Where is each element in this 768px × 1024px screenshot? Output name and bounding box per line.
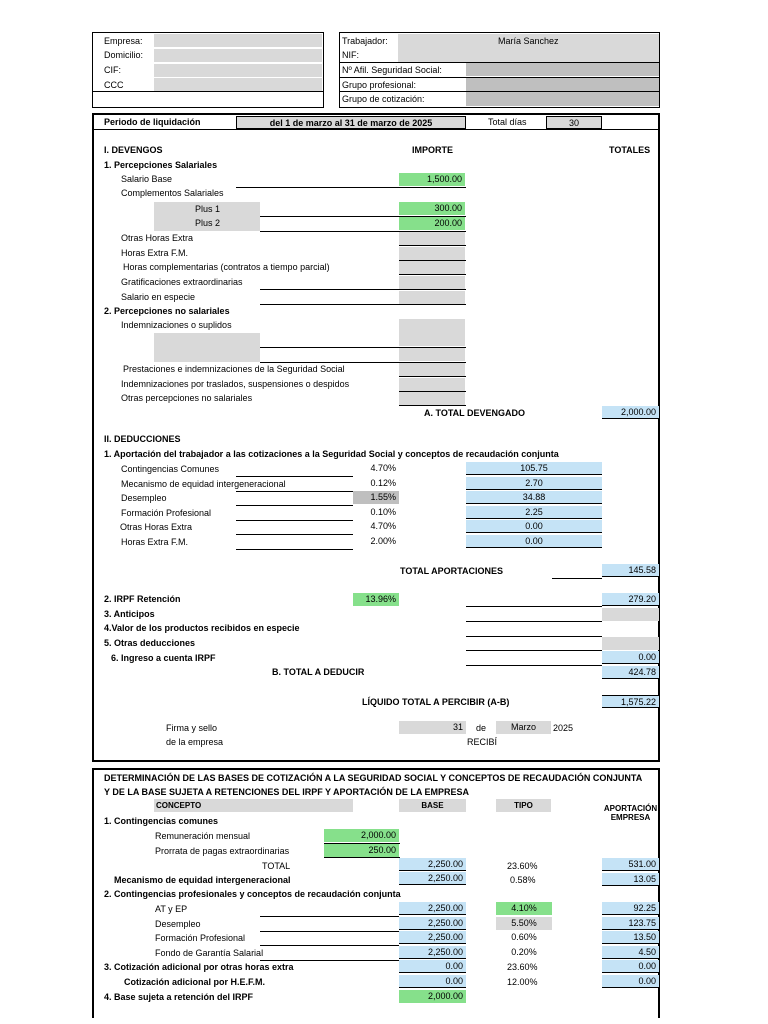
indemn-tras-field[interactable] <box>399 378 465 391</box>
liquido-label: LÍQUIDO TOTAL A PERCIBIR (A-B) <box>362 697 510 707</box>
deduccion-label: Mecanismo de equidad intergeneracional <box>121 479 286 489</box>
cp-label: Desempleo <box>155 919 201 929</box>
he-aport: 0.00 <box>602 960 659 973</box>
cif-field[interactable] <box>154 64 322 77</box>
cp-title: 2. Contingencias profesionales y conceptos de recaudación conjunta <box>104 889 401 899</box>
total-deducir-label: B. TOTAL A DEDUCIR <box>272 667 365 677</box>
plus1-value[interactable]: 300.00 <box>399 202 465 215</box>
firma-sello-label: Firma y sello <box>166 723 218 733</box>
left-bracket <box>92 857 93 1006</box>
deduccion-pct: 4.70% <box>370 463 396 473</box>
especie-label: Salario en especie <box>121 292 196 302</box>
devengos-title: I. DEVENGOS <box>104 145 163 155</box>
empresa-field[interactable] <box>154 34 322 47</box>
salario-base-value[interactable]: 1,500.00 <box>399 173 465 186</box>
underline <box>466 650 602 651</box>
mei-base: 2,250.00 <box>399 872 466 885</box>
gratif-label: Gratificaciones extraordinarias <box>121 277 243 287</box>
domicilio-field[interactable] <box>154 49 322 62</box>
underline <box>236 491 353 492</box>
afil-field[interactable] <box>466 63 659 76</box>
cp-tipo: 5.50% <box>496 917 552 930</box>
recibi-label: RECIBÍ <box>467 737 498 747</box>
col-aportacion-line1: APORTACIÓN <box>603 804 658 813</box>
nif-label: NIF: <box>342 50 359 60</box>
col-aportacion-line2: EMPRESA <box>610 813 651 822</box>
gratif-field[interactable] <box>399 276 465 289</box>
trabajador-label: Trabajador: <box>342 36 388 46</box>
he-fm-field[interactable] <box>399 247 465 260</box>
hefm-tipo: 12.00% <box>507 977 538 987</box>
otras-he-label: Otras Horas Extra <box>121 233 194 243</box>
domicilio-label: Domicilio: <box>104 50 144 60</box>
deduccion-label: Desempleo <box>121 493 167 503</box>
col-aportacion <box>602 804 659 822</box>
afil-label: Nº Afil. Seguridad Social: <box>342 65 442 75</box>
otras-he-field[interactable] <box>399 232 465 245</box>
underline <box>466 636 602 637</box>
prest-field[interactable] <box>399 363 465 376</box>
total-aportaciones-value: 145.58 <box>602 564 659 577</box>
complementos-label: Complementos Salariales <box>121 188 224 198</box>
cp-label: Formación Profesional <box>155 933 246 943</box>
underline <box>552 578 602 579</box>
ccc-label: CCC <box>104 80 124 90</box>
underline <box>399 405 466 406</box>
importe-header: IMPORTE <box>412 145 454 155</box>
cp-base: 2,250.00 <box>399 946 466 959</box>
deduccion-value: 0.00 <box>466 535 602 548</box>
underline <box>324 843 400 844</box>
irpf-pct[interactable]: 13.96% <box>353 593 399 606</box>
otras-perc-label: Otras percepciones no salariales <box>121 393 253 403</box>
no-salariales-title: 2. Percepciones no salariales <box>104 306 230 316</box>
irpf-label: 2. IRPF Retención <box>104 594 181 604</box>
trabajador-value: María Sanchez <box>498 36 559 46</box>
irpf-value: 279.20 <box>602 593 659 606</box>
col-tipo: TIPO <box>496 799 551 812</box>
underline <box>260 945 399 946</box>
irpf-base-value[interactable]: 2,000.00 <box>399 990 466 1003</box>
deduccion-pct: 2.00% <box>370 536 396 546</box>
plus2-value[interactable]: 200.00 <box>399 217 465 230</box>
prorrata-label: Prorrata de pagas extraordinarias <box>155 846 290 856</box>
remun-label: Remuneración mensual <box>155 831 251 841</box>
deduccion-pct: 0.10% <box>370 507 396 517</box>
he-base: 0.00 <box>399 960 466 973</box>
deduccion-value: 34.88 <box>466 491 602 504</box>
underline <box>399 245 466 246</box>
prest-label: Prestaciones e indemnizaciones de la Seguridad Social <box>123 364 345 374</box>
deduccion-label: Horas Extra F.M. <box>121 537 189 547</box>
divider <box>92 91 324 92</box>
total-dias-value: 30 <box>546 116 602 129</box>
underline <box>466 621 602 622</box>
otras-ded-label: 5. Otras deducciones <box>104 638 196 648</box>
ingreso-irpf-label: 6. Ingreso a cuenta IRPF <box>111 653 216 663</box>
ccc-field[interactable] <box>154 78 322 91</box>
col-base: BASE <box>399 799 466 812</box>
irpf-base-label: 4. Base sujeta a retención del IRPF <box>104 992 254 1002</box>
underline <box>260 931 399 932</box>
indemn-field[interactable] <box>399 319 465 346</box>
cp-label: Fondo de Garantía Salarial <box>155 948 264 958</box>
deduccion-pct: 4.70% <box>370 521 396 531</box>
grupo-prof-field[interactable] <box>466 78 659 91</box>
total-base: 2,250.00 <box>399 858 466 871</box>
deduccion-pct: 1.55% <box>370 492 396 502</box>
especie-field[interactable] <box>399 291 465 304</box>
anticipos-field[interactable] <box>602 608 659 621</box>
plus2-label: Plus 2 <box>195 218 221 228</box>
valor-prod-label: 4.Valor de los productos recibidos en especie <box>104 623 300 633</box>
underline <box>399 376 466 377</box>
mei-aport: 13.05 <box>602 873 659 886</box>
underline <box>399 274 466 275</box>
total-aport: 531.00 <box>602 858 659 871</box>
hefm-aport: 0.00 <box>602 975 659 988</box>
underline <box>236 187 466 188</box>
total-aportaciones-label: TOTAL APORTACIONES <box>400 566 504 576</box>
otras-ded-field[interactable] <box>602 637 659 650</box>
indemn-extra-box <box>154 333 260 362</box>
bases-title-line1: DETERMINACIÓN DE LAS BASES DE COTIZACIÓN A LA SEGURIDAD SOCIAL Y CONCEPTOS DE RECAUDACIÓN CONJUNTA <box>104 773 643 783</box>
hefm-label: Cotización adicional por H.E.F.M. <box>124 977 266 987</box>
underline <box>399 260 466 261</box>
cp-tipo[interactable]: 4.10% <box>496 902 552 915</box>
underline <box>260 347 466 348</box>
underline <box>236 549 353 550</box>
underline <box>260 916 399 917</box>
bases-title-line2: Y DE LA BASE SUJETA A RETENCIONES DEL IRPF Y APORTACIÓN DE LA EMPRESA <box>104 787 470 797</box>
fecha-dia[interactable]: 31 <box>399 721 466 734</box>
deduccion-label: Formación Profesional <box>121 508 212 518</box>
cp-aport: 4.50 <box>602 946 659 959</box>
fecha-anio: 2025 <box>553 723 574 733</box>
deduccion-value: 105.75 <box>466 462 602 475</box>
plus1-label: Plus 1 <box>195 204 221 214</box>
remun-value[interactable]: 2,000.00 <box>324 829 399 842</box>
total-label: TOTAL <box>262 861 291 871</box>
total-tipo: 23.60% <box>507 861 538 871</box>
col-concepto: CONCEPTO <box>154 799 353 812</box>
grupo-cot-label: Grupo de cotización: <box>342 94 425 104</box>
cp-aport: 13.50 <box>602 931 659 944</box>
deduccion-value: 2.25 <box>466 506 602 519</box>
grupo-cot-field[interactable] <box>466 92 659 106</box>
otras-perc-field[interactable] <box>399 392 465 405</box>
deduccion-label: Contingencias Comunes <box>121 464 220 474</box>
total-dias-label: Total días <box>488 117 527 127</box>
he-label: 3. Cotización adicional por otras horas extra <box>104 962 294 972</box>
total-deducir-value: 424.78 <box>602 666 659 679</box>
deduccion-pct: 0.12% <box>370 478 396 488</box>
ingreso-irpf-value: 0.00 <box>602 651 659 664</box>
liquido-value: 1,575.22 <box>602 695 659 708</box>
cp-aport: 92.25 <box>602 902 659 915</box>
anticipos-label: 3. Anticipos <box>104 609 155 619</box>
cif-label: CIF: <box>104 65 121 75</box>
indemn-extra-field[interactable] <box>399 348 465 361</box>
cp-label: AT y EP <box>155 904 188 914</box>
de-la-empresa-label: de la empresa <box>166 737 224 747</box>
he-tipo: 23.60% <box>507 962 538 972</box>
mei-label: Mecanismo de equidad intergeneracional <box>114 875 291 885</box>
horas-comp-field[interactable] <box>399 261 465 274</box>
hefm-base: 0.00 <box>399 975 466 988</box>
horas-comp-label: Horas complementarias (contratos a tiempo parcial) <box>123 262 330 272</box>
underline <box>236 476 353 477</box>
total-devengado-label: A. TOTAL DEVENGADO <box>424 408 526 418</box>
cp-base: 2,250.00 <box>399 917 466 930</box>
cp-aport: 123.75 <box>602 917 659 930</box>
cp-base: 2,250.00 <box>399 931 466 944</box>
underline <box>399 391 466 392</box>
indemn-label: Indemnizaciones o suplidos <box>121 320 232 330</box>
underline <box>236 534 353 535</box>
deduccion-label: Otras Horas Extra <box>120 522 193 532</box>
periodo-label: Periodo de liquidación <box>104 117 201 127</box>
aportacion-title: 1. Aportación del trabajador a las cotizaciones a la Seguridad Social y conceptos de recaudación conjunta <box>104 449 559 459</box>
underline <box>260 289 466 290</box>
underline <box>260 304 466 305</box>
fecha-de: de <box>476 723 487 733</box>
underline <box>466 665 602 666</box>
deduccion-value: 0.00 <box>466 520 602 533</box>
he-fm-label: Horas Extra F.M. <box>121 248 189 258</box>
fecha-mes[interactable]: Marzo <box>496 721 551 734</box>
empresa-label: Empresa: <box>104 36 143 46</box>
cp-tipo: 0.60% <box>511 932 537 942</box>
periodo-value: del 1 de marzo al 31 de marzo de 2025 <box>236 116 466 129</box>
salario-base-label: Salario Base <box>121 174 173 184</box>
totales-header: TOTALES <box>609 145 651 155</box>
underline <box>466 606 602 607</box>
underline <box>236 505 353 506</box>
deduccion-value: 2.70 <box>466 477 602 490</box>
underline <box>324 857 400 858</box>
cc-title: 1. Contingencias comunes <box>104 816 219 826</box>
prorrata-value[interactable]: 250.00 <box>324 844 399 857</box>
salariales-title: 1. Percepciones Salariales <box>104 160 218 170</box>
grupo-prof-label: Grupo profesional: <box>342 80 417 90</box>
indemn-tras-label: Indemnizaciones por traslados, suspensiones o despidos <box>121 379 350 389</box>
underline <box>236 520 353 521</box>
cp-base: 2,250.00 <box>399 902 466 915</box>
mei-tipo: 0.58% <box>510 875 536 885</box>
cp-tipo: 0.20% <box>511 947 537 957</box>
total-devengado-value: 2,000.00 <box>602 406 659 419</box>
deducciones-title: II. DEDUCCIONES <box>104 434 181 444</box>
